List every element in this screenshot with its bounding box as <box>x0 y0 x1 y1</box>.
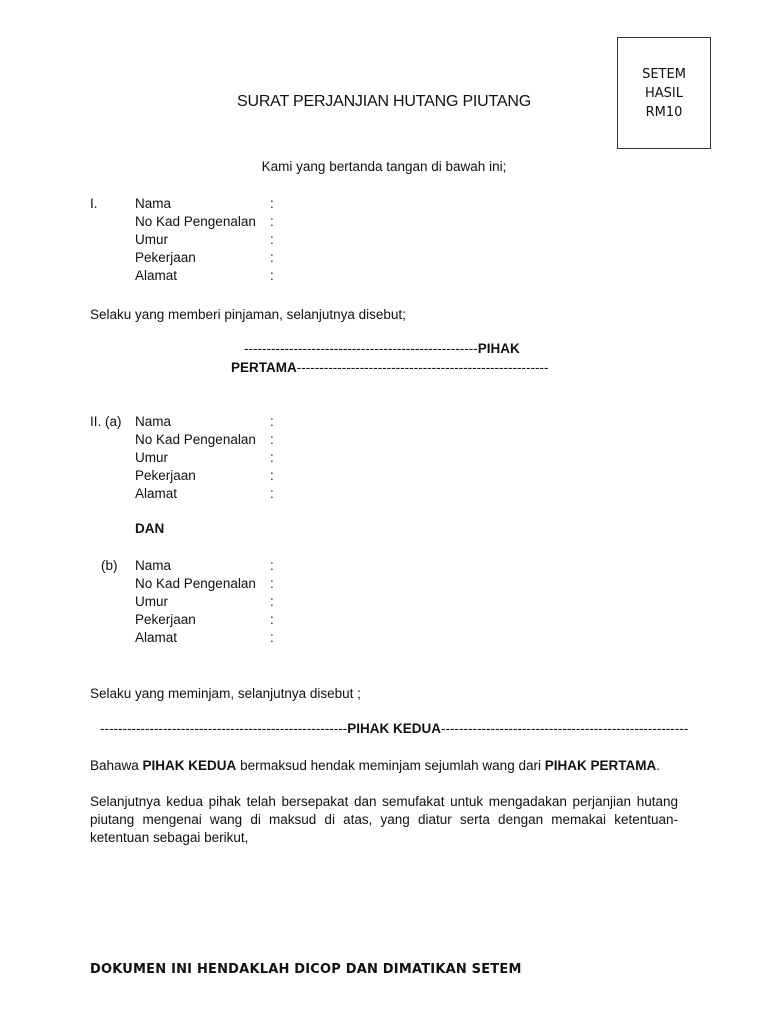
party2b-field-colon: : <box>270 576 274 591</box>
party1-label-b: PERTAMA <box>231 360 297 375</box>
party1-field-colon: : <box>270 232 274 247</box>
party2b-field-colon: : <box>270 612 274 627</box>
party2a-number: II. (a) <box>90 414 122 429</box>
party1-field-label: Pekerjaan <box>135 250 196 265</box>
party2b-field-label: No Kad Pengenalan <box>135 576 256 591</box>
party2a-field-colon: : <box>270 450 274 465</box>
party2a-field-label: Alamat <box>135 486 178 501</box>
party2a-field-label: No Kad Pengenalan <box>135 432 256 447</box>
party2b-field-label: Pekerjaan <box>135 612 196 627</box>
intro-text: Kami yang bertanda tangan di bawah ini; <box>261 159 507 174</box>
party1-label-line1 <box>244 341 520 356</box>
conjunction-dan: DAN <box>135 521 165 536</box>
party1-field-colon: : <box>270 196 274 211</box>
party2b-field-label: Alamat <box>135 630 178 645</box>
party1-label-line2 <box>231 360 549 375</box>
stamp-line-2: HASIL <box>645 85 683 101</box>
party1-field-label: Alamat <box>135 268 178 283</box>
party1-field-colon: : <box>270 268 274 283</box>
para1-prefix: Bahawa <box>90 758 143 773</box>
party2a-field-colon: : <box>270 432 274 447</box>
party2b-field-colon: : <box>270 630 274 645</box>
party2b-field-colon: : <box>270 558 274 573</box>
dashes: -------------------------------------------------------- <box>296 360 549 375</box>
dashes: ---------------------------------------------------- <box>244 341 478 356</box>
party2a-field-label: Umur <box>135 450 168 465</box>
party1-field-label: Umur <box>135 232 168 247</box>
stamp-line-3: RM10 <box>645 104 683 120</box>
party2b-field-label: Umur <box>135 594 168 609</box>
para1-suffix: . <box>656 758 660 773</box>
party2b-field-label: Nama <box>135 558 172 573</box>
footer-notice: DOKUMEN INI HENDAKLAH DICOP DAN DIMATIKAN SETEM <box>90 962 522 977</box>
party2a-field-colon: : <box>270 414 274 429</box>
dashes: ------------------------------------------------------- <box>100 721 348 736</box>
party1-label-a: PIHAK <box>477 341 520 356</box>
party2-role-text: Selaku yang meminjam, selanjutnya disebut ; <box>90 686 361 701</box>
party2a-field-label: Nama <box>135 414 172 429</box>
stamp-line-1: SETEM <box>642 66 686 82</box>
dashes: ------------------------------------------------------- <box>441 721 689 736</box>
party1-role-text: Selaku yang memberi pinjaman, selanjutnya disebut; <box>90 307 406 322</box>
party2-label: PIHAK KEDUA <box>347 721 442 736</box>
party2a-field-label: Pekerjaan <box>135 468 196 483</box>
party1-field-label: No Kad Pengenalan <box>135 214 256 229</box>
party2a-field-colon: : <box>270 486 274 501</box>
para1-party-b: PIHAK KEDUA <box>142 758 237 773</box>
party1-number: I. <box>90 196 98 211</box>
party1-field-label: Nama <box>135 196 172 211</box>
document-title: SURAT PERJANJIAN HUTANG PIUTANG <box>237 93 531 110</box>
para1-middle: bermaksud hendak meminjam sejumlah wang dari <box>236 758 545 773</box>
party2b-number: (b) <box>101 558 118 573</box>
paragraph-purpose <box>90 757 678 775</box>
paragraph-agreement: Selanjutnya kedua pihak telah bersepakat dan semufakat untuk mengadakan perjanjian hutang piutang mengenai wang di maksud di atas, yang diatur serta dengan memakai ketentuan-ketentuan sebagai berikut, <box>90 794 678 845</box>
para1-party-a: PIHAK PERTAMA <box>544 758 657 773</box>
party2a-field-colon: : <box>270 468 274 483</box>
party2b-field-colon: : <box>270 594 274 609</box>
party1-field-colon: : <box>270 250 274 265</box>
party1-field-colon: : <box>270 214 274 229</box>
party2-label-line <box>100 721 688 736</box>
